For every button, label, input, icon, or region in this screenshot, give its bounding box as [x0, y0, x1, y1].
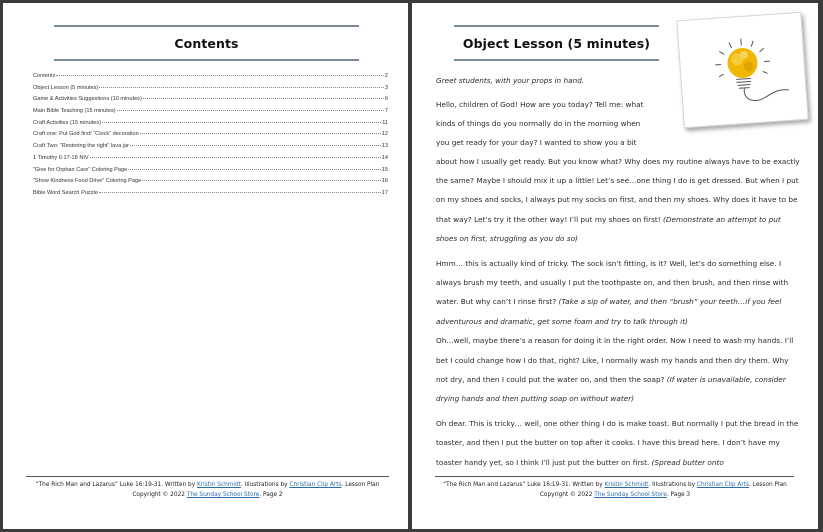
stage-direction: (If water is unavailable, consider drying hands and then putting soap on without water) [436, 374, 786, 403]
illustrator-link[interactable]: Christian Clip Arts [696, 482, 750, 488]
toc-entry[interactable]: Contents 2 [33, 73, 388, 79]
table-of-contents [33, 73, 388, 202]
toc-entry[interactable]: Craft Two: “Restoring the right” lava jar 13 [33, 143, 388, 150]
author-link[interactable]: Kristin Schmidt [604, 482, 649, 488]
toc-leader [90, 157, 381, 158]
toc-leader [56, 75, 383, 76]
toc-entry[interactable]: Bible Word Search Puzzle 17 [33, 189, 388, 196]
page-title: Object Lesson (5 minutes) [462, 36, 651, 51]
toc-entry[interactable]: “Show Kindness Food Drive” Coloring Page 16 [33, 178, 388, 185]
paragraph-1-lines: Hello, children of God! How are you today? Tell me: what kinds of things do you normally do in the morning when you get ready for your day? I wanted to show you a bit [436, 100, 644, 148]
toc-leader [99, 192, 381, 193]
toc-entry[interactable]: 1 Timothy 6:17-18 NIV 14 [33, 154, 388, 161]
title-rule-top [454, 25, 659, 27]
author-link[interactable]: Kristin Schmidt [196, 482, 241, 488]
toc-entry[interactable]: Main Bible Teaching (15 minutes) 7 [33, 108, 388, 115]
toc-leader [102, 122, 381, 123]
stage-direction: (Take a sip of water, and then “brush” your teeth…if you feel adventurous and dramatic, get some foam and try to talk through it) [436, 297, 782, 326]
toc-leader [140, 133, 381, 134]
intro-text [436, 71, 671, 95]
toc-entry[interactable]: “Give for Orphan Care” Coloring Page 15 [33, 166, 388, 173]
page-right-object-lesson [412, 3, 818, 529]
store-link[interactable]: The Sunday School Store [594, 492, 667, 498]
toc-entry[interactable]: Object Lesson (5 minutes) 3 [33, 84, 388, 91]
footer-rule [435, 476, 794, 477]
toc-leader [128, 169, 381, 170]
toc-leader [130, 145, 381, 146]
page-left-contents [3, 3, 408, 529]
footer-rule [26, 476, 389, 477]
store-link[interactable]: The Sunday School Store [186, 492, 260, 498]
stage-direction: (Demonstrate an attempt to put shoes on first, struggling as you do so) [436, 214, 781, 243]
toc-entry[interactable]: Craft Activities (15 minutes) 11 [33, 119, 388, 126]
toc-leader [143, 98, 384, 99]
page-title: Contents [174, 36, 239, 51]
lightbulb-icon [677, 13, 809, 129]
paragraph-1-rest: about how I usually get ready. But you know what? Why does my routine always have to be exactly the same? Maybe I should mix it up a little! Let’s see…one thing I do is get dressed. But when I put on my shoes and socks, I always put my socks on first, and then my shoes. Why does it have to be that way? Let’s try it the other way! I’ll put my shoes on first! (Demonstrate an attempt to put shoes on first, struggling as you do so) Hmm… this is actually kind of tricky. The sock isn’t fitting, is it? Well, let’s do something else. I always brush my teeth, and usually I put the toothpaste on, and then brush, and then rinse with water. But why can’t I rinse first? (Take a sip of water, and then “brush” your teeth…if you feel adventurous and dramatic, get some foam and try to talk through it) Oh…well, maybe there’s a reason for doing it in the right order. Now I need to wash my hands. I’ll bet I could change how I do that, right? Like, I normally wash my hands and then dry them. Why not dry, and then I could put the water on, and then the soap? (If water is unavailable, consider drying hands and then putting soap on without water) Oh dear. This is tricky… well, one other thing I do is make toast. But normally I put the bread in the toaster, and then I put the butter on top after it cooks. I have this bread here. I don’t have my toaster handy yet, so I think I’ll just put the butter on first. (Spread butter onto [436, 157, 800, 467]
page-footer: “The Rich Man and Lazarus” Luke 16:19-31. Written by Kristin Schmidt. Illustrations by Christian Clip Arts. Lesson Plan Copyright © 2022 The Sunday School Store. Page 3 [443, 482, 787, 498]
title-rule-top [54, 25, 359, 27]
page-footer: “The Rich Man and Lazarus” Luke 16:19-31. Written by Kristin Schmidt. Illustrations by Christian Clip Arts. Lesson Plan Copyright © 2022 The Sunday School Store. Page 2 [35, 482, 380, 498]
lightbulb-image [676, 12, 808, 128]
toc-leader [117, 110, 384, 111]
stage-direction: (Spread butter onto [651, 457, 724, 467]
title-rule-bottom [54, 59, 359, 61]
toc-entry[interactable]: Craft one: Put God first! “Clock” decoration 12 [33, 131, 388, 138]
toc-leader [142, 180, 381, 181]
title-rule-bottom [454, 59, 659, 61]
toc-leader [99, 87, 384, 88]
toc-entry[interactable]: Game & Activities Suggestions (10 minutes) 6 [33, 96, 388, 103]
illustrator-link[interactable]: Christian Clip Arts [289, 482, 342, 488]
stage-direction: Greet students, with your props in hand. [436, 76, 585, 85]
